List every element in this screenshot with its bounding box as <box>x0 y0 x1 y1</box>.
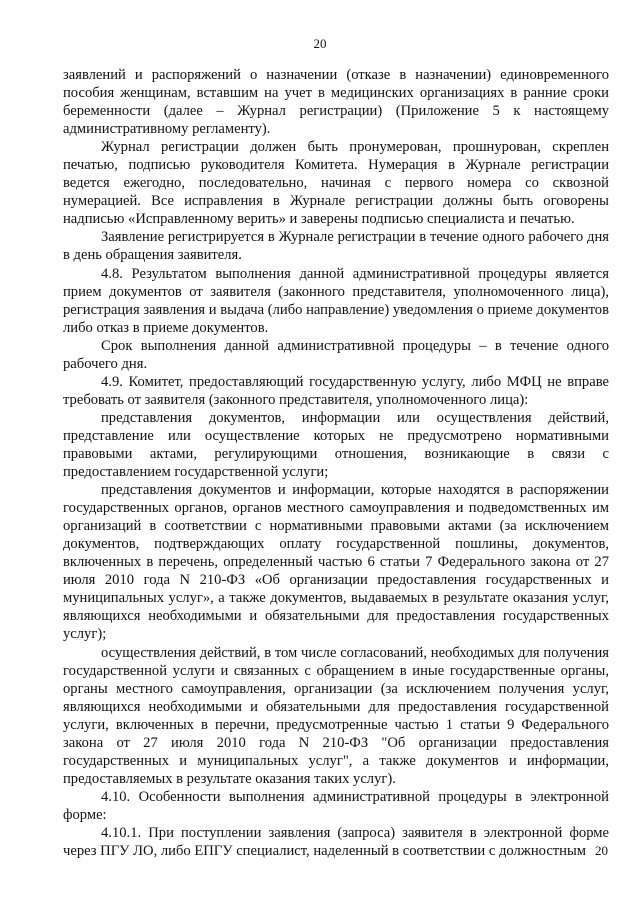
paragraph-procedure-deadline: Срок выполнения данной административной процедуры – в течение одного рабочего дня. <box>63 337 609 372</box>
paragraph-4-10-1: 4.10.1. При поступлении заявления (запроса) заявителя в электронной форме через ПГУ ЛО, либо ЕПГУ специалист, наделенный в соответствии с должностным <box>63 824 609 860</box>
paragraph-4-10: 4.10. Особенности выполнения административной процедуры в электронной форме: <box>63 788 609 823</box>
document-body <box>63 66 609 860</box>
paragraph-4-8: 4.8. Результатом выполнения данной административной процедуры является прием документов от заявителя (законного представителя, уполномоченного лица), регистрация заявления и выдача (либо направление) уведомления о приеме документов либо отказ в приеме документов. <box>63 265 609 336</box>
page-number-bottom: 20 <box>595 843 608 858</box>
paragraph-prohibition-3: осуществления действий, в том числе согласований, необходимых для получения государственной услуги и связанных с обращением в иные государственные органы, органы местного самоуправления, организации (за исключением получения услуг, являющихся необходимыми и обязательными для предоставления государственной услуги, включенных в перечни, предусмотренные частью 1 статьи 9 Федерального закона от 27 июля 2010 года N 210-ФЗ "Об организации предоставления государственных и муниципальных услуг", а также документов и информации, предоставляемых в результате оказания таких услуг). <box>63 644 609 787</box>
page-number-top: 20 <box>313 36 327 51</box>
paragraph-4-9: 4.9. Комитет, предоставляющий государственную услугу, либо МФЦ не вправе требовать от заявителя (законного представителя, уполномоченного лица): <box>63 373 609 408</box>
paragraph-registration-term: Заявление регистрируется в Журнале регистрации в течение одного рабочего дня в день обращения заявителя. <box>63 229 609 264</box>
paragraph-journal-continuation: заявлений и распоряжений о назначении (отказе в назначении) единовременного пособия женщинам, вставшим на учет в медицинских организациях в ранние сроки беременности (далее – Журнал регистрации) (Приложение 5 к настоящему административному регламенту). <box>63 67 609 138</box>
paragraph-prohibition-2: представления документов и информации, которые находятся в распоряжении государственных органов, органов местного самоуправления и подведомственных им организаций в соответствии с нормативными правовыми актами (за исключением документов, подтверждающих оплату государственной пошлины, документов, включенных в перечень, определенный частью 6 статьи 7 Федерального закона от 27 июля 2010 года N 210-ФЗ «Об организации предоставления государственных и муниципальных услуг», а также документов, выдаваемых в результате оказания услуг, являющихся необходимыми и обязательными для предоставления государственных услуг); <box>63 482 609 643</box>
paragraph-prohibition-1: представления документов, информации или осуществления действий, представление или осуществление которых не предусмотрено нормативными правовыми актами, регулирующими отношения, возникающие в связи с предоставлением государственной услуги; <box>63 409 609 481</box>
paragraph-journal-requirements: Журнал регистрации должен быть пронумерован, прошнурован, скреплен печатью, подписью руководителя Комитета. Нумерация в Журнале регистрации ведется ежегодно, последовательно, начиная с первого номера со сквозной нумерацией. Все исправления в Журнале регистрации должны быть оговорены надписью «Исправленному верить» и заверены подписью специалиста и печатью. <box>63 139 609 228</box>
